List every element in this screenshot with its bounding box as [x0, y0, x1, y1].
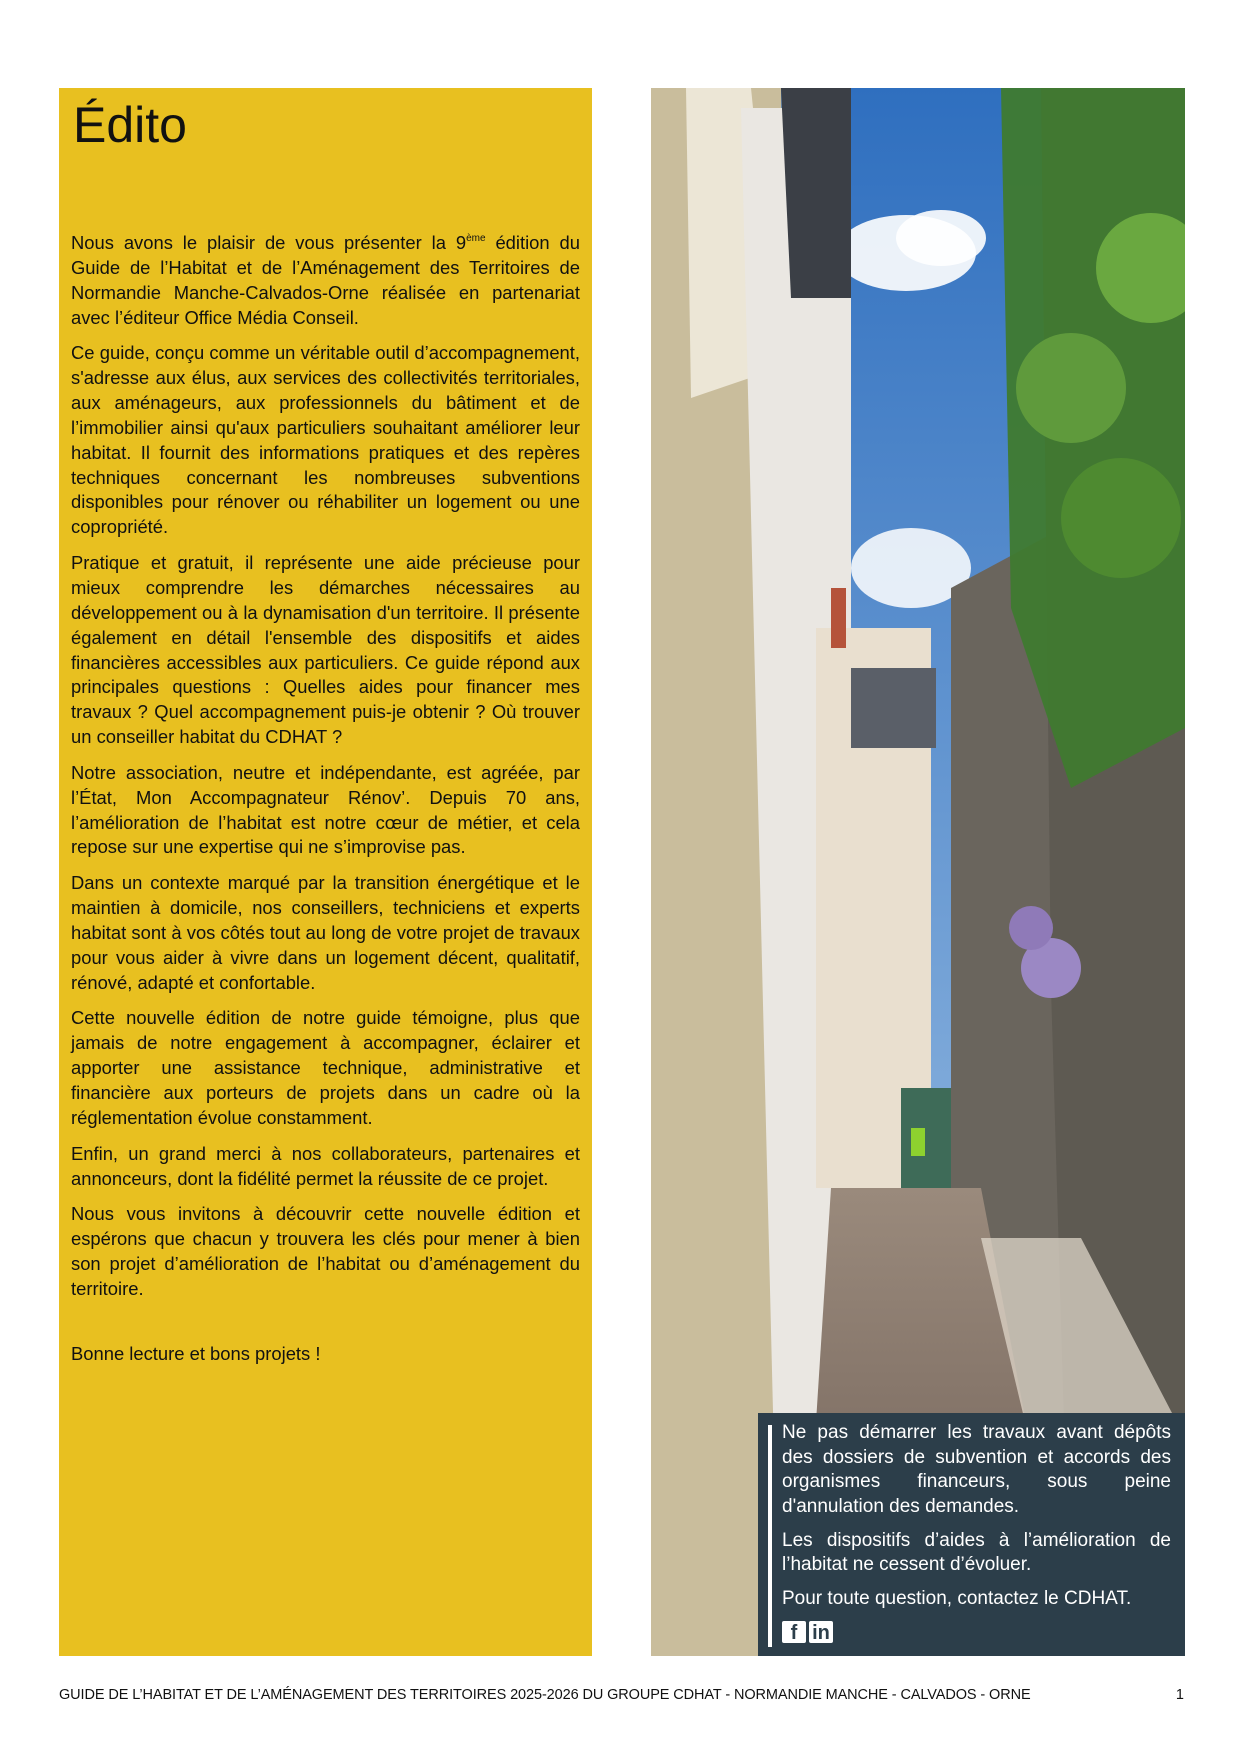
- edito-paragraph-2: Ce guide, conçu comme un véritable outil d’accompagnement, s'adresse aux élus, aux services des collectivités territoriales, aux aménageurs, aux professionnels du bâtiment et de l’immobilier ainsi qu'aux particuliers souhaitant améliorer leur habitat. Il fournit des informations pratiques et des repères techniques concernant les nombreuses subventions disponibles pour rénover ou réhabiliter un logement ou une copropriété.: [71, 342, 580, 538]
- page-title: Édito: [73, 97, 187, 153]
- info-box: [758, 1413, 1185, 1656]
- edito-paragraph-8: Nous vous invitons à découvrir cette nouvelle édition et espérons que chacun y trouvera les clés pour mener à bien son projet d’amélioration de l’habitat ou d’aménagement du territoire.: [71, 1203, 580, 1299]
- info-warning: Ne pas démarrer les travaux avant dépôts des dossiers de subvention et accords des organismes financeurs, sous peine d'annulation des demandes.: [782, 1422, 1171, 1518]
- info-evolution: Les dispositifs d’aides à l’amélioration de l’habitat ne cessent d’évoluer.: [782, 1529, 1171, 1576]
- facebook-icon[interactable]: f: [782, 1621, 806, 1643]
- footer-text: GUIDE DE L’HABITAT ET DE L’AMÉNAGEMENT DES TERRITOIRES 2025-2026 DU GROUPE CDHAT - NORMANDIE MANCHE - CALVADOS - ORNE: [59, 1687, 1031, 1703]
- page-number: 1: [1175, 1687, 1184, 1703]
- social-links: [782, 1621, 1171, 1643]
- edito-closing: Bonne lecture et bons projets !: [71, 1342, 321, 1364]
- edito-panel: [59, 88, 592, 1656]
- info-contact: Pour toute question, contactez le CDHAT.: [782, 1588, 1132, 1610]
- edito-paragraph-1: Nous avons le plaisir de vous présenter la 9ème édition du Guide de l’Habitat et de l’Aménagement des Territoires de Normandie Manche-Calvados-Orne réalisée en partenariat avec l’éditeur Office Média Conseil.: [71, 232, 580, 328]
- edito-paragraph-7: Enfin, un grand merci à nos collaborateurs, partenaires et annonceurs, dont la fidélité permet la réussite de ce projet.: [71, 1142, 580, 1189]
- edito-paragraph-5: Dans un contexte marqué par la transition énergétique et le maintien à domicile, nos conseillers, techniciens et experts habitat sont à vos côtés tout au long de votre projet de travaux pour vous aider à vivre dans un logement décent, qualitatif, rénové, adapté et confortable.: [71, 872, 580, 993]
- edito-body: [71, 231, 580, 1367]
- edito-paragraph-3: Pratique et gratuit, il représente une aide précieuse pour mieux comprendre les démarches nécessaires au développement ou à la dynamisation d'un territoire. Il présente également en détail l'ensemble des dispositifs et aides financières accessibles aux particuliers. Ce guide répond aux principales questions : Quelles aides pour financer mes travaux ? Quel accompagnement puis-je obtenir ? Où trouver un conseiller habitat du CDHAT ?: [71, 552, 580, 748]
- edito-paragraph-4: Notre association, neutre et indépendante, est agréée, par l’État, Mon Accompagnateur Rénov’. Depuis 70 ans, l’amélioration de l’habitat est notre cœur de métier, et cela repose sur une expertise qui ne s’improvise pas.: [71, 761, 580, 858]
- linkedin-icon[interactable]: in: [809, 1621, 833, 1643]
- edito-paragraph-6: Cette nouvelle édition de notre guide témoigne, plus que jamais de notre engagement à accompagner, éclairer et apporter une assistance technique, administrative et financière aux porteurs de projets dans un cadre où la réglementation évolue constamment.: [71, 1007, 580, 1128]
